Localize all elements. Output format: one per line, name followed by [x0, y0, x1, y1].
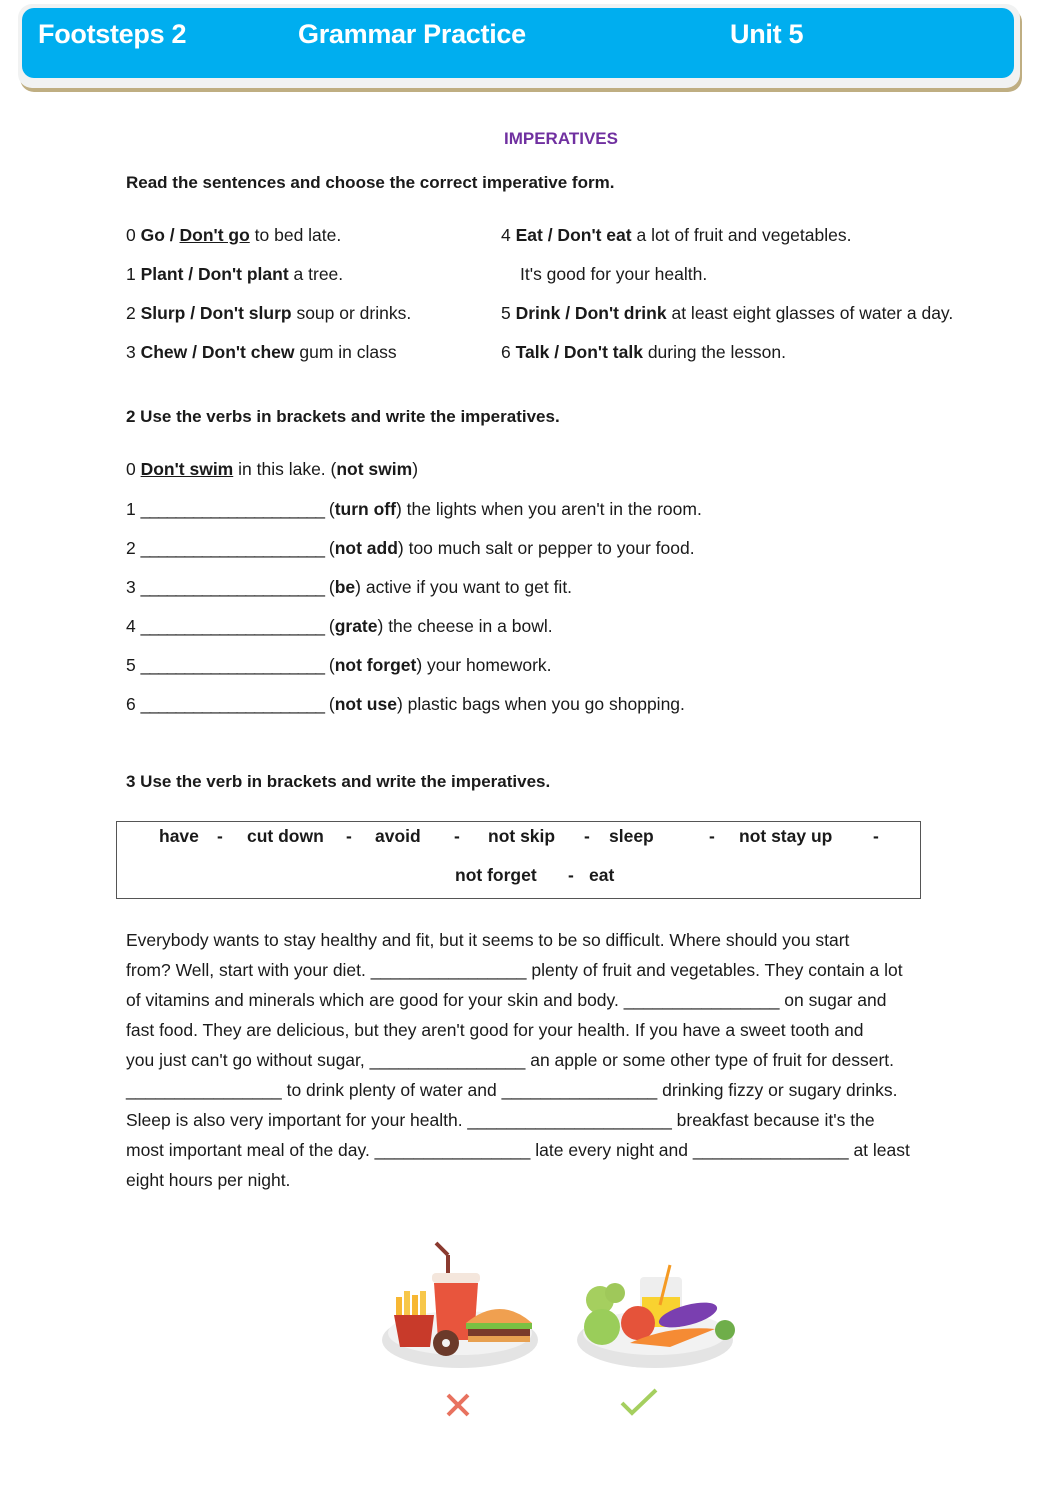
word-not-forget: not forget [455, 865, 537, 885]
item-number: 4 [126, 616, 136, 636]
ex2-example [126, 459, 418, 480]
paragraph-line: of vitamins and minerals which are good for your skin and body. ________________ on sugar and [126, 990, 887, 1010]
options[interactable]: Slurp / Don't slurp [140, 303, 292, 323]
item-text: soup or drinks. [296, 303, 412, 323]
paragraph-line: you just can't go without sugar, ________________ an apple or some other type of fruit for dessert. [126, 1050, 895, 1070]
item-number: 6 [126, 694, 136, 714]
verb-hint: not use [334, 694, 397, 714]
example-answer: Don't swim [140, 459, 234, 479]
separator: - [584, 826, 590, 846]
item-number: 5 [501, 303, 511, 323]
exercise2-instruction: 2 Use the verbs in brackets and write the imperatives. [126, 407, 560, 426]
item-text: ) your homework. [416, 655, 552, 675]
paragraph-line: most important meal of the day. ________________ late every night and ________________ at least [126, 1140, 910, 1160]
ex2-item-5: 5 _____________________ (not forget) your homework. [126, 655, 552, 675]
item-number: 5 [126, 655, 136, 675]
item-text: ) active if you want to get fit. [355, 577, 573, 597]
item-text: ) plastic bags when you go shopping. [396, 694, 685, 714]
ex1-item-6 [501, 342, 786, 363]
item-number: 6 [501, 342, 511, 362]
word-cut-down: cut down [247, 826, 324, 846]
item-text: at least eight glasses of water a day. [671, 303, 954, 323]
separator: - [709, 826, 715, 846]
ex1-item-3 [126, 342, 397, 363]
answer-blank[interactable]: _____________________ [140, 694, 324, 714]
item-number: 0 [126, 225, 136, 245]
options[interactable]: Eat / Don't eat [515, 225, 632, 245]
item-number: 4 [501, 225, 511, 245]
item-text: gum in class [299, 342, 397, 362]
separator: - [568, 865, 574, 885]
answer-blank[interactable]: _____________________ [140, 616, 324, 636]
ex2-item-1: 1 _____________________ (turn off) the lights when you aren't in the room. [126, 499, 702, 519]
separator: - [346, 826, 352, 846]
item-number: 2 [126, 538, 136, 558]
paragraph-line: Sleep is also very important for your health. _____________________ breakfast because it's the [126, 1110, 875, 1130]
options[interactable]: Talk / Don't talk [515, 342, 643, 362]
ex2-item-3: 3 _____________________ (be) active if you want to get fit. [126, 577, 573, 597]
paragraph-line: Everybody wants to stay healthy and fit, but it seems to be so difficult. Where should you start [126, 930, 850, 950]
bracket: ) [412, 459, 419, 479]
item-text: ) the cheese in a bowl. [377, 616, 553, 636]
item-number: 3 [126, 577, 136, 597]
verb-hint: be [334, 577, 356, 597]
ex1-item-4 [501, 225, 851, 246]
verb-hint: not forget [334, 655, 417, 675]
item-text: ) too much salt or pepper to your food. [397, 538, 695, 558]
separator: - [873, 826, 879, 846]
item-text: in this lake. ( [238, 459, 337, 479]
word-eat: eat [589, 865, 615, 885]
item-text: during the lesson. [647, 342, 786, 362]
ex1-item-1 [126, 264, 343, 285]
exercise1-instruction: Read the sentences and choose the correct imperative form. [126, 173, 615, 192]
verb-hint: grate [334, 616, 378, 636]
item-text: a lot of fruit and vegetables. [636, 225, 852, 245]
item-text: to bed late. [254, 225, 342, 245]
item-number: 1 [126, 264, 136, 284]
food-illustration [370, 1235, 760, 1425]
ex1-item-2 [126, 303, 411, 324]
ex2-item-6: 6 _____________________ (not use) plastic bags when you go shopping. [126, 694, 685, 714]
paragraph-line: eight hours per night. [126, 1170, 291, 1190]
verb-hint: not add [334, 538, 398, 558]
answer-blank[interactable]: _____________________ [140, 577, 324, 597]
verb-hint: turn off [334, 499, 396, 519]
answer-blank[interactable]: _____________________ [140, 655, 324, 675]
options[interactable]: Chew / Don't chew [140, 342, 295, 362]
item-text: ) the lights when you aren't in the room. [395, 499, 702, 519]
book-name: Footsteps 2 [38, 19, 187, 49]
cross-icon [448, 1395, 468, 1415]
option-a[interactable]: Go / [140, 225, 175, 245]
answer-blank[interactable]: _____________________ [140, 538, 324, 558]
word-have: have [159, 826, 199, 846]
item-number: 0 [126, 459, 136, 479]
separator: - [217, 826, 223, 846]
word-avoid: avoid [375, 826, 421, 846]
ex2-item-2: 2 _____________________ (not add) too much salt or pepper to your food. [126, 538, 695, 558]
word-not-skip: not skip [488, 826, 556, 846]
options[interactable]: Plant / Don't plant [140, 264, 289, 284]
ex2-item-4: 4 _____________________ (grate) the cheese in a bowl. [126, 616, 553, 636]
answer-blank[interactable]: _____________________ [140, 499, 324, 519]
item-number: 1 [126, 499, 136, 519]
page-title: IMPERATIVES [504, 129, 618, 148]
verb-hint: not swim [336, 459, 413, 479]
item-text: a tree. [293, 264, 344, 284]
worksheet-title: Grammar Practice [298, 19, 526, 49]
separator: - [454, 826, 460, 846]
header-banner [22, 8, 1014, 78]
option-b-selected[interactable]: Don't go [179, 225, 250, 245]
fast-food-plate-icon [382, 1243, 538, 1368]
paragraph-line: from? Well, start with your diet. ________________ plenty of fruit and vegetables. They contain a lot [126, 960, 903, 980]
ex1-item-4-continuation: It's good for your health. [520, 264, 708, 284]
paragraph-line: fast food. They are delicious, but they aren't good for your health. If you have a sweet tooth and [126, 1020, 864, 1040]
healthy-food-plate-icon [577, 1265, 735, 1368]
word-not-stay-up: not stay up [739, 826, 833, 846]
word-sleep: sleep [609, 826, 654, 846]
ex1-item-5 [501, 303, 953, 324]
word-box [116, 821, 921, 899]
item-number: 2 [126, 303, 136, 323]
item-number: 3 [126, 342, 136, 362]
paragraph-line: ________________ to drink plenty of water and ________________ drinking fizzy or sugary drinks. [126, 1080, 898, 1100]
unit-label: Unit 5 [730, 19, 804, 49]
options[interactable]: Drink / Don't drink [515, 303, 667, 323]
check-icon [622, 1390, 656, 1413]
exercise3-instruction: 3 Use the verb in brackets and write the imperatives. [126, 772, 551, 791]
ex1-item-0 [126, 225, 341, 246]
